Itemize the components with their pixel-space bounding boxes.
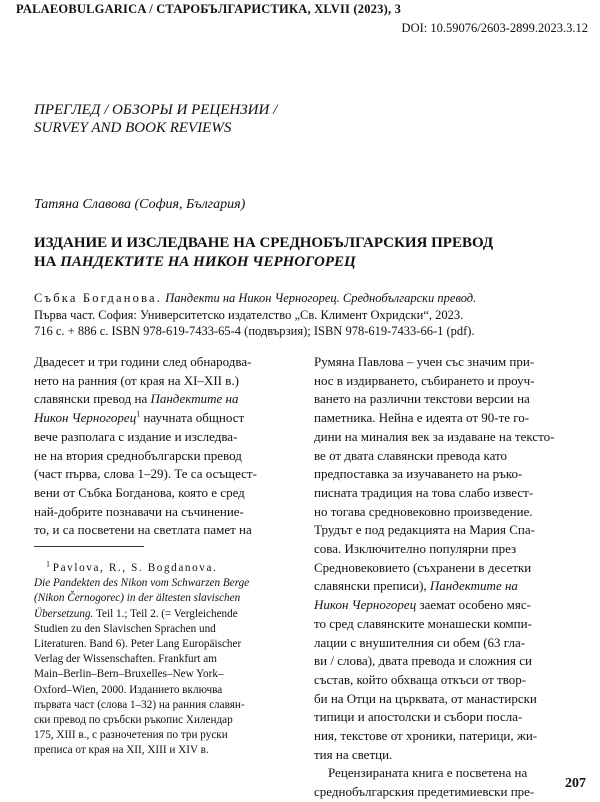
italic-term: Никон Черногорец xyxy=(34,410,137,426)
body-line: ването на различни текстови версии на xyxy=(314,391,530,407)
body-line: но тогава средновековно произведение. xyxy=(314,503,533,519)
footnote-number: 1 xyxy=(46,559,50,569)
title-line xyxy=(34,253,594,272)
body-line: славянски превод на Пандектите на xyxy=(34,391,239,407)
body-line: нос в издирването, събирането и проуч- xyxy=(314,372,535,388)
body-line: сова. Изключително популярни през xyxy=(314,541,517,557)
body-line: среднобългарския предетимиевски пре- xyxy=(314,784,535,800)
body-line: Румяна Павлова – учен със значим при- xyxy=(314,354,535,369)
footnote-line: Verlag der Wissenschaften. Frankfurt am xyxy=(34,653,217,666)
italic-term: Пандектите на xyxy=(150,391,239,407)
footnote-line: първата част (слова 1–32) на ранния славян- xyxy=(34,698,245,711)
footnote-line: $^1$ Pavlova, R., S. Bogdanova. xyxy=(46,559,218,574)
body-line: Трудът е под редакцията на Мария Спа- xyxy=(314,522,535,538)
italic-term: Никон Черногорец xyxy=(314,597,417,613)
doi: DOI: 10.59076/2603-2899.2023.3.12 xyxy=(401,21,588,35)
body-line: Средновековието (съхранени в десетки xyxy=(314,559,532,575)
body-line: ве от двата славянски превода като xyxy=(314,447,508,463)
body-line: предпоставка за изучаването на ръко- xyxy=(314,466,523,482)
body-line: дини на миналия век за издаване на тексто- xyxy=(314,428,555,444)
body-line: Двадесет и три години след обнародва- xyxy=(34,354,252,369)
body-line: то, и са посветени на светлата памет на xyxy=(34,522,252,538)
footnote-line: ски превод по сръбски ръкопис Хилендар xyxy=(34,714,233,727)
section-heading xyxy=(34,101,504,137)
page-number: 207 xyxy=(565,776,586,791)
footnote-line: Main–Berlin–Bern–Bruxelles–New York– xyxy=(34,668,224,681)
article-title xyxy=(34,234,594,272)
body-line: паметника. Нейна е идеята от 90-те го- xyxy=(314,410,530,426)
italic-term: Пандектите на xyxy=(429,578,518,594)
footnote xyxy=(34,561,302,759)
footnote-line: Die Pandekten des Nikon vom Schwarzen Berge xyxy=(34,577,250,590)
body-line: типици и апостолски и събори посла- xyxy=(314,709,523,725)
body-line: Рецензираната книга е посветена на xyxy=(328,765,528,781)
footnote-line: Oxford–Wien, 2000. Изданието включва xyxy=(34,683,223,696)
title-italic: ПАНДЕКТИТЕ НА НИКОН ЧЕРНОГОРЕЦ xyxy=(60,254,356,270)
body-line: (част първа, слова 1–29). Те са осъщест- xyxy=(34,466,257,482)
body-line: най-добрите познавачи на съчинение- xyxy=(34,503,244,519)
body-line: Никон Черногорец$^1$ научната общност xyxy=(34,409,245,426)
right-column xyxy=(314,353,586,802)
body-line: лации с внушителния си обем (63 гла- xyxy=(314,634,526,650)
body-line: вече разполага с издание и изследва- xyxy=(34,428,238,444)
journal-header: PALAEOBULGARICA / СТАРОБЪЛГАРИСТИКА, XLVII (2023), 3 xyxy=(16,2,402,16)
title-line: ИЗДАНИЕ И ИЗСЛЕДВАНЕ НА СРЕДНОБЪЛГАРСКИЯ ПРЕВОД xyxy=(34,235,494,251)
footnote-marker[interactable]: 1 xyxy=(136,409,141,419)
body-line: не на втория среднобългарски превод xyxy=(34,447,242,463)
footnote-line: Literaturen. Band 6). Peter Lang Europäischer xyxy=(34,638,242,651)
footnote-line: преписа от края на XII, XIII и XIV в. xyxy=(34,744,209,757)
body-line: би на Отци на църквата, от манастирски xyxy=(314,690,537,706)
body-line: славянски преписи), Пандектите на xyxy=(314,578,518,594)
reference-line xyxy=(34,290,594,307)
book-title: Пандекти на Никон Черногорец. Среднобългарски превод. xyxy=(162,291,477,305)
body-line: вени от Събка Богданова, която е сред xyxy=(34,484,245,500)
reference-line: 716 с. + 886 с. ISBN 978-619-7433-65-4 (подвързия); ISBN 978-619-7433-66-1 (pdf). xyxy=(34,324,475,338)
body-line: ния, текстове от хроники, патерици, жи- xyxy=(314,728,538,744)
book-author: Събка Богданова. xyxy=(34,291,163,305)
title-prefix: НА xyxy=(34,254,61,270)
footnote-line: 175, XIII в., с разночетения по три руски xyxy=(34,729,228,742)
body-line: писната традиция на това слабо извест- xyxy=(314,484,534,500)
body-line: нето на ранния (от края на XI–XII в.) xyxy=(34,372,239,388)
footnote-line: (Nikon Černogorec) in der ältesten slavischen xyxy=(34,592,241,605)
section-heading-line: ПРЕГЛЕД / ОБЗОРЫ И РЕЦЕНЗИИ / xyxy=(34,102,278,118)
body-line: Никон Черногорец заемат особено мяс- xyxy=(314,597,531,613)
footnote-divider xyxy=(34,546,144,547)
body-line: състав, който обхваща откъси от твор- xyxy=(314,671,527,687)
book-reference xyxy=(34,290,594,340)
left-column xyxy=(34,353,302,540)
body-line: то сред славянските монашески компи- xyxy=(314,615,532,631)
footnote-line: Studien zu den Slavischen Sprachen und xyxy=(34,622,216,635)
reference-line: Първа част. София: Университетско издателство „Св. Климент Охридски“, 2023. xyxy=(34,307,464,322)
body-line: тия на светци. xyxy=(314,746,393,762)
body-line: ви / слова), двата превода и сложния си xyxy=(314,653,532,669)
section-heading-line: SURVEY AND BOOK REVIEWS xyxy=(34,120,232,136)
review-author: Татяна Славова (София, България) xyxy=(34,197,246,212)
footnote-line: Übersetzung. Teil 1.; Teil 2. (= Vergleichende xyxy=(34,607,238,620)
